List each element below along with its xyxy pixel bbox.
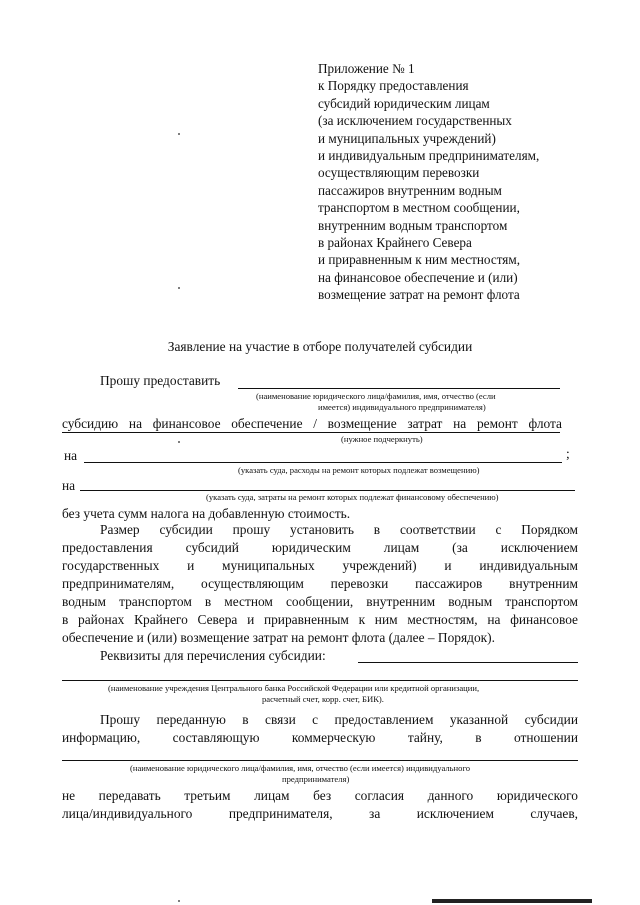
- appendix-line: субсидий юридическим лицам: [318, 95, 490, 111]
- caption-underline: (нужное подчеркнуть): [341, 434, 423, 444]
- caption-bank-1: (наименование учреждения Центрального банка Российской Федерации или кредитной организации,: [108, 683, 480, 693]
- request-label: Прошу предоставить: [100, 373, 221, 388]
- appendix-line: Приложение № 1: [318, 61, 415, 76]
- na-label-1: на: [64, 448, 78, 463]
- appendix-line: и индивидуальным предпринимателям,: [318, 148, 540, 164]
- repair-funding-vessels-field[interactable]: [80, 490, 575, 491]
- requisites-field-2[interactable]: [62, 680, 578, 681]
- size-paragraph-line: в районах Крайнего Севера и приравненным к ним местностям, на финансовое: [62, 612, 578, 627]
- appendix-line: и муниципальных учреждений): [318, 130, 496, 146]
- document-title: Заявление на участие в отборе получателей субсидии: [167, 339, 473, 354]
- appendix-line: пассажиров внутренним водным: [318, 182, 502, 198]
- final-paragraph-line: не передавать третьим лицам без согласия данного юридического: [62, 788, 578, 803]
- caption-repair-funding: (указать суда, затраты на ремонт которых подлежат финансовому обеспечению): [206, 492, 499, 502]
- requisites-label: Реквизиты для перечисления субсидии:: [100, 648, 326, 663]
- repair-costs-vessels-field[interactable]: [84, 462, 562, 463]
- scan-edge-mark: [432, 899, 592, 903]
- applicant-name-field[interactable]: [238, 388, 560, 389]
- caption-repair-costs: (указать суда, расходы на ремонт которых подлежат возмещению): [238, 465, 480, 475]
- confidential-paragraph-line: Прошу переданную в связи с предоставлением указанной субсидии: [100, 712, 578, 727]
- scan-speck: [178, 287, 180, 289]
- na-label-2: на: [62, 478, 76, 493]
- entity-name-field[interactable]: [62, 760, 578, 761]
- appendix-line: возмещение затрат на ремонт флота: [318, 287, 520, 303]
- appendix-line: и приравненным к ним местностям,: [318, 252, 520, 268]
- caption-entity-1: (наименование юридического лица/фамилия, имя, отчество (если имеется) индивидуального: [130, 763, 471, 773]
- semicolon: ;: [566, 446, 570, 461]
- scan-speck: [178, 900, 180, 902]
- caption-applicant-1: (наименование юридического лица/фамилия, имя, отчество (если: [256, 391, 496, 401]
- subsidy-type-underline: [62, 432, 560, 433]
- confidential-paragraph-line: информацию, составляющую коммерческую тайну, в отношении: [62, 730, 578, 745]
- scan-speck: [178, 133, 180, 135]
- appendix-line: осуществляющим перевозки: [318, 165, 480, 181]
- appendix-line: внутренним водным транспортом: [318, 217, 508, 233]
- appendix-line: в районах Крайнего Севера: [318, 235, 472, 251]
- appendix-header: [318, 60, 618, 304]
- size-paragraph-line: государственных и муниципальных учреждений) и индивидуальным: [62, 558, 578, 573]
- size-paragraph-line: предоставления субсидий юридическим лицам (за исключением: [62, 540, 578, 555]
- size-paragraph-line: Размер субсидии прошу установить в соответствии с Порядком: [100, 522, 578, 537]
- appendix-line: на финансовое обеспечение и (или): [318, 269, 518, 285]
- appendix-line: транспортом в местном сообщении,: [318, 200, 520, 216]
- subsidy-type-line: субсидию на финансовое обеспечение / возмещение затрат на ремонт флота: [62, 416, 562, 431]
- caption-entity-2: предпринимателя): [282, 774, 350, 784]
- scan-speck: [178, 441, 180, 443]
- final-paragraph-line: лица/индивидуального предпринимателя, за исключением случаев,: [62, 806, 578, 821]
- appendix-line: к Порядку предоставления: [318, 78, 469, 94]
- size-paragraph-line: предпринимателям, осуществляющим перевозки пассажиров внутренним: [62, 576, 578, 591]
- requisites-field-1[interactable]: [358, 662, 578, 663]
- caption-applicant-2: имеется) индивидуального предпринимателя): [318, 402, 486, 412]
- size-paragraph-last: обеспечение и (или) возмещение затрат на ремонт флота (далее – Порядок).: [62, 630, 495, 645]
- caption-bank-2: расчетный счет, корр. счет, БИК).: [262, 694, 384, 704]
- appendix-line: (за исключением государственных: [318, 113, 512, 129]
- vat-line: без учета сумм налога на добавленную стоимость.: [62, 506, 351, 521]
- size-paragraph-line: водным транспортом в местном сообщении, внутренним водным транспортом: [62, 594, 578, 609]
